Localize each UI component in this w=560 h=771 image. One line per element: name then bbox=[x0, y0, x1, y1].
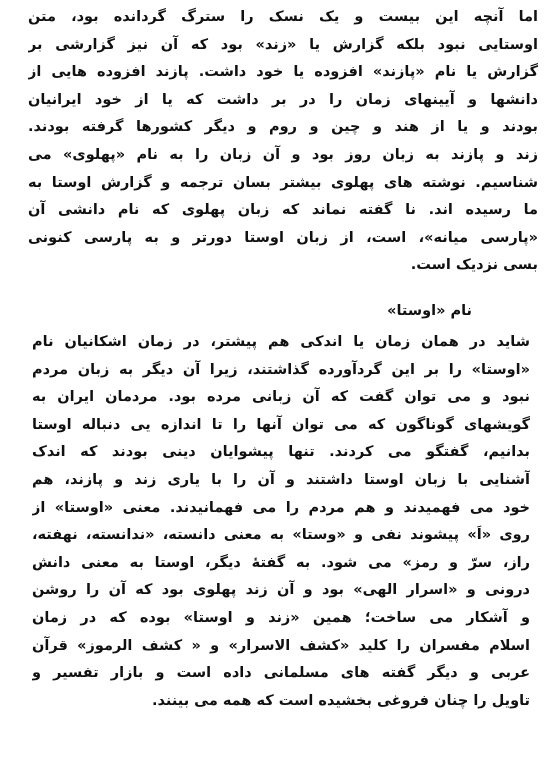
text-line: ما رسیده اند. نا گفته نماند که زبان پهلوی که نام دانشی آن bbox=[28, 202, 538, 219]
paragraph-avesta-name bbox=[32, 329, 530, 715]
text-line: راز، سرّ و رمز» می شود. به گفتهٔ دیگر، اوستا به معنی دانش bbox=[32, 554, 530, 571]
text-line: بسی نزدیک است. bbox=[410, 257, 538, 274]
text-line: اسلام مفسران را کلید «کشف الاسرار» و « کشف الرموز» قرآن bbox=[32, 637, 530, 654]
text-line: زند و پازند به زبان روز بود و آن زبان را به نام «پهلوی» می bbox=[28, 146, 538, 163]
section-heading: نام «اوستا» bbox=[387, 303, 472, 319]
text-line: آشنایی با زبان اوستا داشتند و آن را با یاری زند و پازند، هم bbox=[32, 471, 530, 488]
text-line: گویشهای گوناگون که می توان آنها را تا اندازه یی دنباله اوستا bbox=[32, 416, 530, 433]
text-line: روی «اَ» پیشوند نفی و «وستا» به معنی دانسته، «ندانسته، نهفته، bbox=[32, 527, 530, 544]
text-line: نبود و می توان گفت که آن زبانی مرده بود. مردمان ایران به bbox=[32, 389, 530, 406]
text-line: اوستایی نبود بلکه گزارش یا «زند» بود که آن نیز گزارشی بر bbox=[28, 36, 538, 53]
text-line: شاید در همان زمان یا اندکی هم پیشتر، در زمان اشکانیان نام bbox=[32, 334, 530, 350]
text-line: عربی و دیگر گفته های مسلمانی داده است و بازار تفسیر و bbox=[32, 665, 530, 682]
paragraph-zand-pazand bbox=[28, 4, 538, 280]
text-line: بودند و یا از هند و چین و روم و دیگر کشورها گرفته بودند. bbox=[28, 119, 538, 136]
text-line: شناسیم. نوشته های پهلوی بیشتر بسان ترجمه و گزارش اوستا به bbox=[28, 174, 538, 191]
text-line: خود می فهمیدند و هم مردم را می فهمانیدند. معنی «اوستا» از bbox=[32, 499, 530, 516]
text-line: بدانیم، گفتگو می کردند. تنها پیشوایان دینی بودند که اندک bbox=[32, 444, 530, 461]
text-line: «پارسی میانه»، است، از زبان اوستا دورتر و به پارسی کنونی bbox=[28, 229, 538, 246]
text-line: درونی و «اسرار الهی» بود و آن زند پهلوی بود که آن را روشن bbox=[32, 582, 530, 599]
text-line: «اوستا» را بر این گردآورده گذاشتند، زیرا آن دیگر به زبان مردم bbox=[32, 361, 530, 378]
text-line: اما آنچه این بیست و یک نسک را سترگ گردانده بود، متن bbox=[28, 9, 538, 25]
text-line: تاویل را چنان فروغی بخشیده است که همه می بینند. bbox=[152, 692, 530, 709]
text-line: گزارش یا نام «پازند» افزوده یا خود داشت. پازند افزوده هایی از bbox=[28, 64, 538, 81]
text-line: دانشها و آیینهای زمان را در بر داشت که یا از خود ایرانیان bbox=[28, 91, 538, 108]
text-line: و آشکار می ساخت؛ همین «زند و اوستا» بوده که در زمان bbox=[32, 609, 530, 626]
